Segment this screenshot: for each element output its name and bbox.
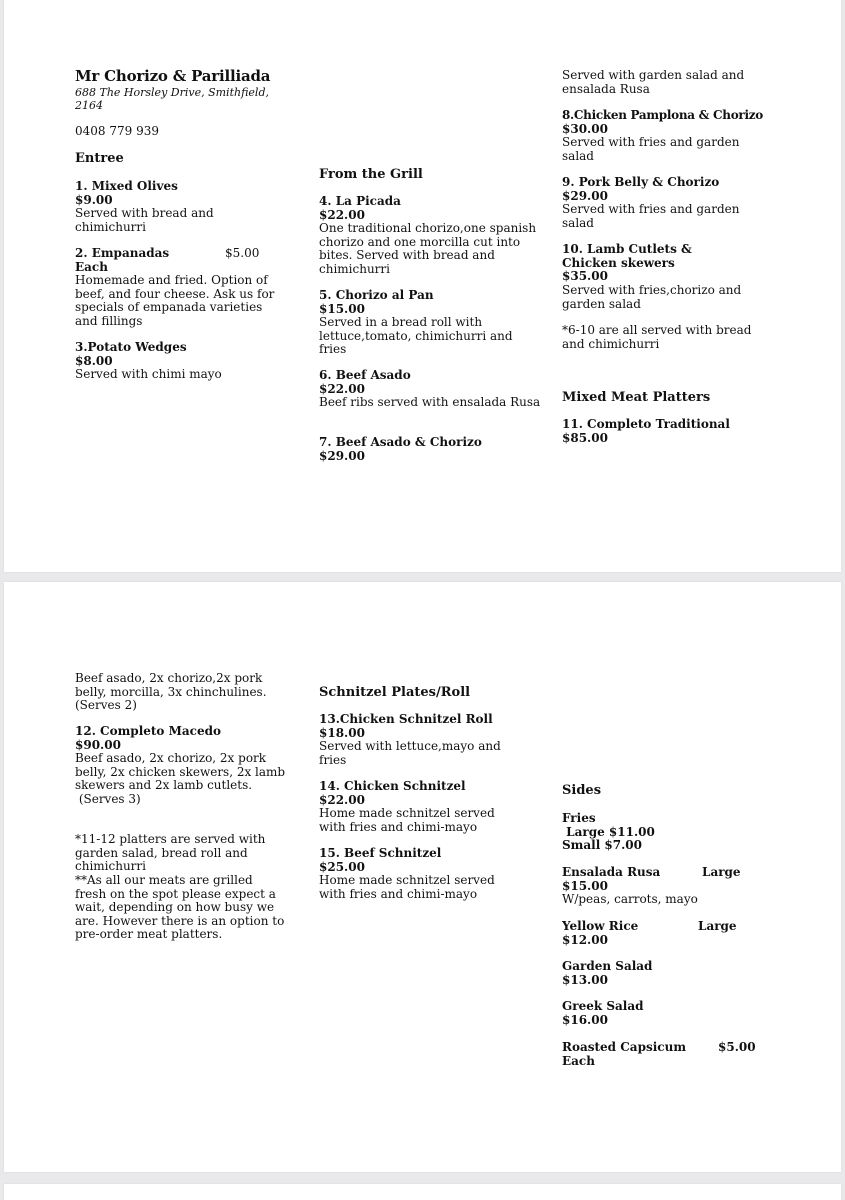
item-description: W/peas, carrots, mayo [562, 892, 698, 906]
menu-item [562, 1000, 712, 1027]
item-description-continued: Served with garden salad and ensalada Rusa [562, 68, 745, 96]
item-description: Served with chimi mayo [75, 367, 222, 381]
item-name: Greek Salad [562, 999, 644, 1013]
item-price: $22.00 [319, 381, 365, 396]
menu-item [562, 418, 767, 445]
item-price: Each [75, 259, 108, 274]
menu-item [319, 847, 524, 901]
menu-item [319, 436, 541, 463]
menu-item [562, 243, 712, 284]
item-name: 11. Completo Traditional [562, 417, 730, 431]
item-price: $25.00 [319, 859, 365, 874]
item-size: Large [702, 865, 741, 879]
item-price-inline: $5.00 [718, 1040, 756, 1054]
menu-item [75, 341, 287, 382]
menu-item [75, 247, 287, 328]
item-description: One traditional chorizo,one spanish chorizo and one morcilla cut into bites. Served with bread and chimichurri [319, 221, 537, 276]
item-name: Ensalada Rusa [562, 865, 661, 879]
item-price: $22.00 [319, 207, 365, 222]
menu-item [75, 725, 287, 806]
item-price: Each [562, 1053, 595, 1068]
menu-item [562, 812, 712, 853]
note-text: **As all our meats are grilled fresh on the spot please expect a wait, depending on how busy we are. However there is an option to pre-order meat platters. [75, 873, 285, 941]
restaurant-phone: 0408 779 939 [75, 124, 159, 138]
menu-item [319, 780, 524, 834]
item-name: 3.Potato Wedges [75, 340, 187, 354]
item-description: Beef asado, 2x chorizo, 2x pork belly, 2x chicken skewers, 2x lamb skewers and 2x lamb cutlets. [75, 751, 286, 792]
item-price: $90.00 [75, 737, 121, 752]
item-price: $15.00 [319, 301, 365, 316]
item-description: Served with bread and chimichurri [75, 206, 214, 234]
item-description: Served with lettuce,mayo and fries [319, 739, 501, 767]
item-price: $13.00 [562, 972, 608, 987]
item-name: 9. Pork Belly & Chorizo [562, 175, 720, 189]
item-name: 1. Mixed Olives [75, 179, 178, 193]
menu-item [75, 180, 287, 234]
item-name: Garden Salad [562, 959, 653, 973]
restaurant-name: Mr Chorizo & Parilliada [75, 67, 271, 85]
item-price: $29.00 [562, 188, 608, 203]
item-price: $22.00 [319, 792, 365, 807]
item-name: 8.Chicken Pamplona & Chorizo [562, 108, 763, 122]
menu-item [562, 1041, 762, 1068]
item-price: $12.00 [562, 932, 608, 947]
item-description: Homemade and fried. Option of beef, and four cheese. Ask us for specials of empanada varieties and fillings [75, 273, 275, 328]
item-name: 13.Chicken Schnitzel Roll [319, 712, 493, 726]
item-price: $15.00 [562, 878, 608, 893]
item-name: Fries [562, 811, 596, 825]
item-description: Served in a bread roll with lettuce,tomato, chimichurri and fries [319, 315, 513, 356]
item-name: 2. Empanadas [75, 246, 170, 260]
item-description: Home made schnitzel served with fries and chimi-mayo [319, 873, 495, 901]
item-description: Beef ribs served with ensalada Rusa [319, 395, 541, 409]
item-name: 15. Beef Schnitzel [319, 846, 442, 860]
item-description: Home made schnitzel served with fries and chimi-mayo [319, 806, 495, 834]
item-name: Roasted Capsicum [562, 1040, 687, 1054]
menu-item [562, 176, 767, 230]
item-description: Served with fries and garden salad [562, 202, 740, 230]
note-text: *11-12 platters are served with garden salad, bread roll and chimichurri [75, 832, 266, 873]
item-description: Served with fries,chorizo and garden salad [562, 283, 742, 311]
item-serves: (Serves 3) [75, 791, 141, 806]
item-description-continued: Beef asado, 2x chorizo,2x pork belly, morcilla, 3x chinchulines. (Serves 2) [75, 671, 267, 712]
item-description: Served with fries and garden salad [562, 135, 740, 163]
menu-page-1 [4, 0, 841, 572]
item-price: $35.00 [562, 269, 608, 283]
section-heading-grill: From the Grill [319, 167, 423, 182]
item-price: $29.00 [319, 448, 365, 463]
menu-page-3 [4, 1184, 841, 1200]
item-price: $85.00 [562, 430, 608, 445]
item-name: Yellow Rice [562, 919, 639, 933]
menu-item [562, 109, 767, 163]
item-name: 6. Beef Asado [319, 368, 411, 382]
menu-item [319, 369, 541, 410]
item-name: 5. Chorizo al Pan [319, 288, 434, 302]
item-price: $30.00 [562, 121, 608, 136]
restaurant-address: 688 The Horsley Drive, Smithfield, 2164 [75, 86, 269, 112]
item-size: Large [698, 919, 737, 933]
item-price: $16.00 [562, 1012, 608, 1027]
item-name: 12. Completo Macedo [75, 724, 222, 738]
section-heading-schnitzel: Schnitzel Plates/Roll [319, 685, 471, 700]
item-price: $9.00 [75, 192, 113, 207]
menu-item [562, 920, 762, 947]
menu-page-2 [4, 582, 841, 1172]
menu-item [319, 289, 541, 357]
section-heading-sides: Sides [562, 783, 602, 798]
item-name: 14. Chicken Schnitzel [319, 779, 466, 793]
item-price: $18.00 [319, 725, 365, 740]
item-price-small: Small $7.00 [562, 838, 643, 852]
menu-item [319, 713, 524, 767]
menu-item [319, 195, 541, 276]
item-price-large: Large $11.00 [562, 824, 655, 839]
menu-item [562, 866, 762, 907]
item-price: $8.00 [75, 353, 113, 368]
item-name: 7. Beef Asado & Chorizo [319, 435, 482, 449]
section-heading-platters: Mixed Meat Platters [562, 390, 711, 405]
section-heading-entree: Entree [75, 151, 124, 166]
item-price-inline: $5.00 [225, 246, 260, 260]
note-text: *6-10 are all served with bread and chimichurri [562, 323, 752, 351]
item-name: 10. Lamb Cutlets & Chicken skewers [562, 242, 692, 270]
menu-item [562, 960, 712, 987]
item-name: 4. La Picada [319, 194, 401, 208]
